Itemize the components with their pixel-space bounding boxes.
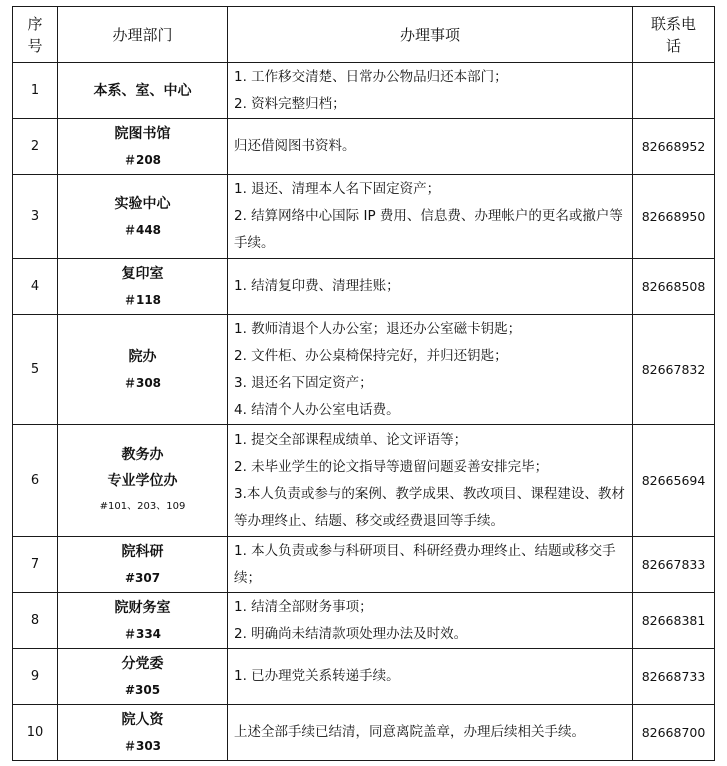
item-line: 3. 退还名下固定资产； xyxy=(234,374,373,391)
table-row xyxy=(13,315,715,425)
item-line: 1. 已办理党关系转递手续。 xyxy=(234,668,400,684)
row-no: 8 xyxy=(13,593,58,649)
dept-name-secondary: 专业学位办 xyxy=(107,472,178,489)
table-row xyxy=(13,175,715,259)
dept-cell xyxy=(58,705,228,761)
dept-room: ＃448 xyxy=(123,222,162,237)
phone-cell: 82668950 xyxy=(633,175,715,259)
row-no: 3 xyxy=(13,175,58,259)
row-no: 6 xyxy=(13,425,58,537)
dept-room: ＃334 xyxy=(123,626,162,641)
phone-cell: 82665694 xyxy=(633,425,715,537)
items-cell xyxy=(228,315,633,425)
dept-cell xyxy=(58,537,228,593)
phone-cell: 82668381 xyxy=(633,593,715,649)
item-line: 2. 文件柜、办公桌椅保持完好，并归还钥匙； xyxy=(234,347,508,364)
row-no: 10 xyxy=(13,705,58,761)
dept-cell xyxy=(58,425,228,537)
table-row xyxy=(13,593,715,649)
dept-name: 教务办 xyxy=(121,446,164,463)
dept-cell xyxy=(58,593,228,649)
item-line: 2. 明确尚未结清款项处理办法及时效。 xyxy=(234,625,468,642)
item-line: 2. 资料完整归档； xyxy=(234,95,346,112)
row-no: 1 xyxy=(13,63,58,119)
row-no: 7 xyxy=(13,537,58,593)
items-cell xyxy=(228,63,633,119)
dept-cell xyxy=(58,119,228,175)
dept-room: #307 xyxy=(124,570,161,585)
dept-cell xyxy=(58,63,228,119)
table-row xyxy=(13,259,715,315)
dept-name: 院财务室 xyxy=(114,599,171,616)
dept-name: 院办 xyxy=(128,348,157,365)
item-line: 1. 工作移交清楚、日常办公物品归还本部门； xyxy=(234,68,508,85)
items-cell xyxy=(228,649,633,705)
item-line: 1. 结清全部财务事项； xyxy=(234,598,373,615)
items-cell xyxy=(228,537,633,593)
table-row xyxy=(13,425,715,537)
row-no: 5 xyxy=(13,315,58,425)
dept-room: ＃303 xyxy=(123,738,162,753)
item-line: 1. 结清复印费、清理挂账； xyxy=(234,278,400,294)
row-no: 2 xyxy=(13,119,58,175)
row-no: 9 xyxy=(13,649,58,705)
dept-room: #101、203、109 xyxy=(99,500,186,512)
table-row xyxy=(13,705,715,761)
items-cell xyxy=(228,119,633,175)
dept-room: ＃118 xyxy=(123,292,162,307)
item-line: 1. 退还、清理本人名下固定资产； xyxy=(234,181,441,197)
item-line: 4. 结清个人办公室电话费。 xyxy=(234,401,400,418)
item-line: 1. 本人负责或参与科研项目、科研经费办理终止、结题或移交手续； xyxy=(234,542,616,586)
item-line: 2. 未毕业学生的论文指导等遗留问题妥善安排完毕； xyxy=(234,458,549,475)
items-cell xyxy=(228,259,633,315)
header-dept: 办理部门 xyxy=(58,7,228,63)
dept-cell xyxy=(58,649,228,705)
dept-name: 院图书馆 xyxy=(114,125,171,142)
item-line: 上述全部手续已结清，同意离院盖章，办理后续相关手续。 xyxy=(234,724,585,740)
table-row xyxy=(13,63,715,119)
items-cell xyxy=(228,175,633,259)
phone-cell: 82667832 xyxy=(633,315,715,425)
departure-procedure-table xyxy=(12,6,715,761)
dept-cell xyxy=(58,315,228,425)
phone-cell: 82668700 xyxy=(633,705,715,761)
dept-room: #305 xyxy=(124,682,161,697)
dept-name: 实验中心 xyxy=(114,195,171,212)
header-phone: 联系电话 xyxy=(633,7,715,63)
phone-cell: 82667833 xyxy=(633,537,715,593)
items-cell xyxy=(228,593,633,649)
dept-name: 分党委 xyxy=(121,655,164,672)
items-cell xyxy=(228,705,633,761)
header-items: 办理事项 xyxy=(228,7,633,63)
header-no: 序号 xyxy=(13,7,58,63)
dept-cell xyxy=(58,175,228,259)
dept-name: 复印室 xyxy=(121,265,164,282)
item-line: 1. 教师清退个人办公室；退还办公室磁卡钥匙； xyxy=(234,320,522,337)
item-line: 归还借阅图书资料。 xyxy=(234,138,356,154)
phone-cell xyxy=(633,63,715,119)
table-row xyxy=(13,119,715,175)
row-no: 4 xyxy=(13,259,58,315)
item-line: 3.本人负责或参与的案例、教学成果、教改项目、课程建设、教材等办理终止、结题、移交或经费退回等手续。 xyxy=(234,485,625,529)
table-row xyxy=(13,649,715,705)
table-header-row xyxy=(13,7,715,63)
phone-cell: 82668952 xyxy=(633,119,715,175)
item-line: 2. 结算网络中心国际 IP 费用、信息费、办理帐户的更名或撤户等手续。 xyxy=(234,208,623,251)
dept-room: ＃308 xyxy=(123,375,162,390)
dept-room: ＃208 xyxy=(123,152,162,167)
dept-name: 院人资 xyxy=(121,711,164,728)
items-cell xyxy=(228,425,633,537)
phone-cell: 82668508 xyxy=(633,259,715,315)
dept-name: 院科研 xyxy=(121,543,164,560)
dept-name: 本系、室、中心 xyxy=(93,82,192,99)
phone-cell: 82668733 xyxy=(633,649,715,705)
table-row xyxy=(13,537,715,593)
dept-cell xyxy=(58,259,228,315)
item-line: 1. 提交全部课程成绩单、论文评语等； xyxy=(234,431,468,448)
